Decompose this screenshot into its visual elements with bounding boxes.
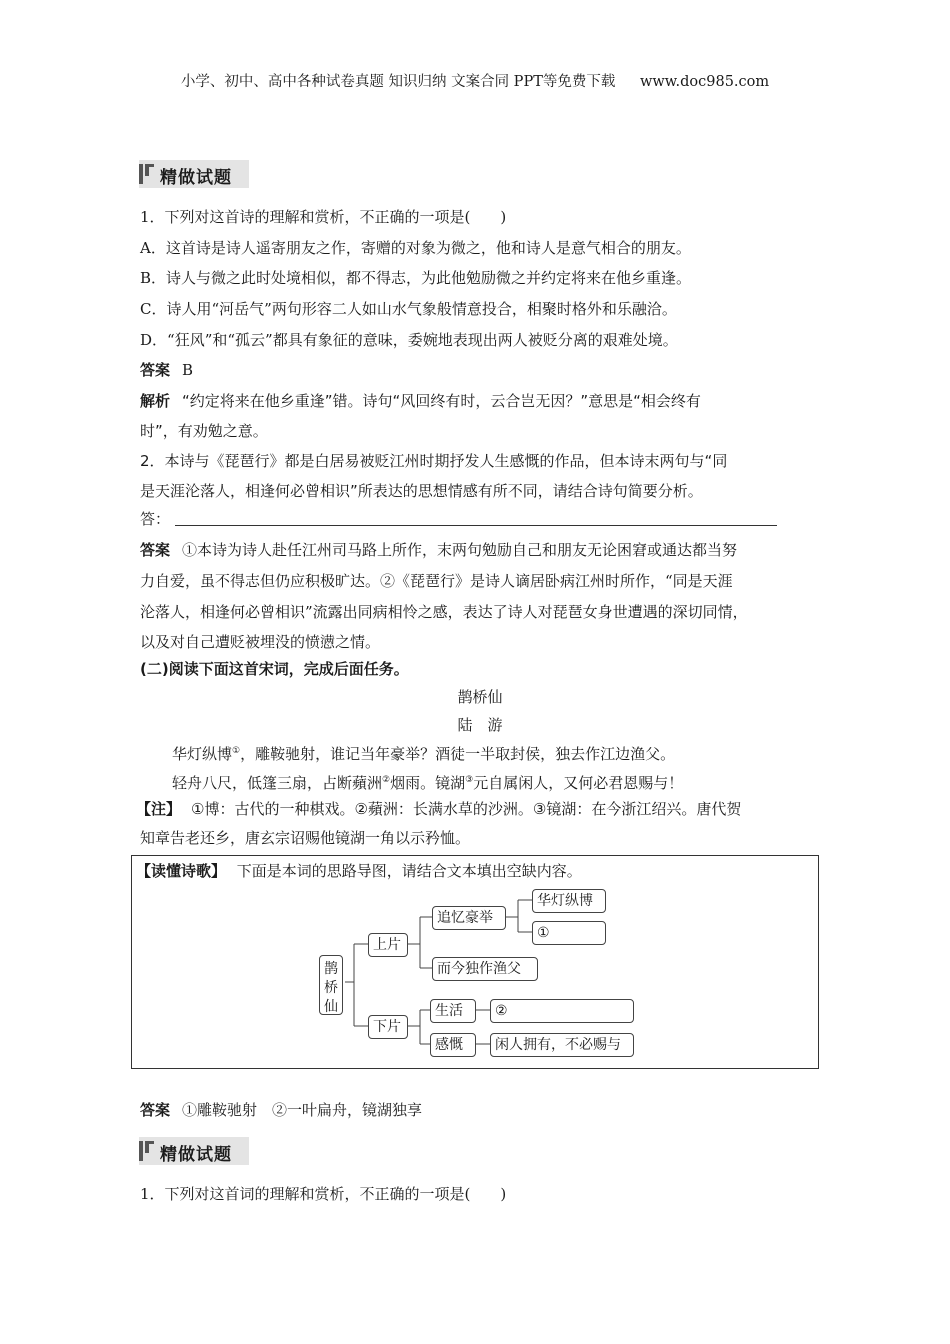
- section-icon: [139, 164, 143, 184]
- mindmap-leaf-2-blank[interactable]: ①: [532, 921, 606, 945]
- mindmap-recall: 追忆豪举: [432, 906, 506, 930]
- section-icon: [139, 1141, 143, 1161]
- mindmap-lower: 下片: [368, 1015, 408, 1039]
- connector-lower: [408, 1010, 430, 1044]
- answer-blank-line[interactable]: [175, 525, 777, 526]
- section-title-text: 精做试题: [160, 1145, 232, 1165]
- mindmap-life: 生活: [430, 999, 476, 1023]
- answer-label: 答案: [140, 541, 171, 559]
- option-a: A．这首诗是诗人遥寄朋友之作，寄赠的对象为微之，他和诗人是意气相合的朋友。: [140, 239, 691, 257]
- option-d: D．“狂风”和“孤云”都具有象征的意味，委婉地表现出两人被贬分离的艰难处境。: [140, 331, 678, 349]
- section-title-text: 精做试题: [160, 168, 232, 188]
- note-text: ①博：古代的一种棋戏。②蘋洲：长满水草的沙洲。③镜湖：在今浙江绍兴。唐代贺: [191, 800, 742, 818]
- poem-text: 华灯纵博: [172, 745, 233, 763]
- question-1-stem: 1．下列对这首诗的理解和赏析，不正确的一项是( ): [140, 208, 507, 226]
- q2-answer-line-4: 以及对自己遭贬被埋没的愤懑之情。: [140, 633, 381, 651]
- question-2-stem-line-2: 是天涯沦落人，相逢何必曾相识”所表达的思想情感有所不同，请结合诗句简要分析。: [140, 482, 703, 500]
- mindmap-leaf-3-blank[interactable]: ②: [490, 999, 634, 1023]
- option-c: C．诗人用“河岳气”两句形容二人如山水气象般情意投合，相聚时格外和乐融洽。: [140, 300, 677, 318]
- answer-label: 答案: [140, 361, 171, 379]
- note-label: 【注】: [136, 800, 182, 818]
- mindmap-feeling: 感慨: [430, 1033, 476, 1057]
- reading-box-instruction: 下面是本词的思路导图，请结合文本填出空缺内容。: [236, 862, 582, 880]
- mindmap-upper: 上片: [368, 933, 408, 957]
- poem-author: 陆 游: [457, 716, 503, 734]
- section-title-1: [139, 160, 249, 188]
- section-icon-part: [145, 164, 154, 167]
- q2-answer-line-3: 沦落人，相逢何必曾相识”流露出同病相怜之感，表达了诗人对琵琶女身世遭遇的深切同情，: [140, 603, 748, 621]
- footnote-mark: ①: [232, 746, 241, 756]
- mindmap-leaf-1: 华灯纵博: [532, 889, 606, 913]
- mindmap-leaf-4: 闲人拥有，不必赐与: [490, 1033, 634, 1057]
- poem-line-2: [172, 771, 852, 793]
- section-icon-part: [145, 1141, 154, 1144]
- header-url[interactable]: www.doc985.com: [639, 74, 770, 90]
- answer-label: 答案: [140, 1101, 171, 1119]
- q2-answer-line-2: 力自爱，虽不得志但仍应积极旷达。②《琵琶行》是诗人谪居卧病江州时所作，“同是天涯: [140, 572, 733, 590]
- poem-line-1: [172, 742, 852, 764]
- mindmap-root: 鹊桥仙: [319, 955, 343, 1015]
- mindmap-answer: [140, 1101, 820, 1120]
- page-header: [0, 70, 950, 91]
- section-title-2: [139, 1137, 249, 1165]
- q2-answer-line-1: [140, 541, 820, 560]
- connector-recall: [506, 900, 532, 932]
- poem-text: 烟雨。镜湖: [390, 774, 466, 792]
- poem-title: 鹊桥仙: [457, 688, 503, 706]
- mindmap-now: 而今独作渔父: [432, 957, 538, 981]
- footnote-mark: ③: [465, 775, 474, 785]
- analysis-text: “约定将来在他乡重逢”错。诗句“风回终有时，云合岂无因？”意思是“相会终有: [182, 392, 701, 410]
- footnote-mark: ②: [382, 775, 391, 785]
- poem-text: ，雕鞍驰射，谁记当年豪举？酒徒一半取封侯，独去作江边渔父。: [240, 745, 676, 763]
- poem-text: 轻舟八尺，低篷三扇，占断蘋洲: [172, 774, 383, 792]
- poem-note-line-1: [136, 800, 816, 819]
- connector-upper: [408, 917, 432, 968]
- reading-box-label: 【读懂诗歌】: [136, 862, 227, 880]
- poem-text: 元自属闲人，又何必君恩赐与！: [473, 774, 684, 792]
- question-2-stem-line-1: 2．本诗与《琵琶行》都是白居易被贬江州时期抒发人生感慨的作品，但本诗末两句与“同: [140, 452, 728, 470]
- connector-leaves-lower: [476, 1010, 490, 1044]
- header-text: 小学、初中、高中各种试卷真题 知识归纳 文案合同 PPT等免费下载: [180, 74, 616, 90]
- answer-prompt: 答：: [140, 510, 171, 528]
- q2-answer-text: ①本诗为诗人赴任江州司马路上所作，末两句勉励自己和朋友无论困窘或通达都当努: [182, 541, 738, 559]
- connector-root: [345, 944, 368, 1026]
- answer-value: B: [182, 361, 194, 379]
- part-2-title: (二)阅读下面这首宋词，完成后面任务。: [140, 660, 409, 678]
- analysis-line-1: [140, 392, 820, 411]
- reading-box: [131, 855, 819, 1069]
- question-3-stem: 1．下列对这首词的理解和赏析，不正确的一项是( ): [140, 1185, 507, 1203]
- analysis-label: 解析: [140, 392, 171, 410]
- answer-row-1: [140, 361, 820, 380]
- answer-prompt-row: [140, 510, 820, 529]
- option-b: B．诗人与微之此时处境相似，都不得志，为此他勉励微之并约定将来在他乡重逢。: [140, 269, 692, 287]
- mindmap-answer-text: ①雕鞍驰射 ②一叶扁舟，镜湖独享: [182, 1101, 423, 1119]
- analysis-line-2: 时”，有劝勉之意。: [140, 422, 268, 440]
- poem-note-line-2: 知章告老还乡，唐玄宗诏赐他镜湖一角以示矜恤。: [140, 829, 471, 847]
